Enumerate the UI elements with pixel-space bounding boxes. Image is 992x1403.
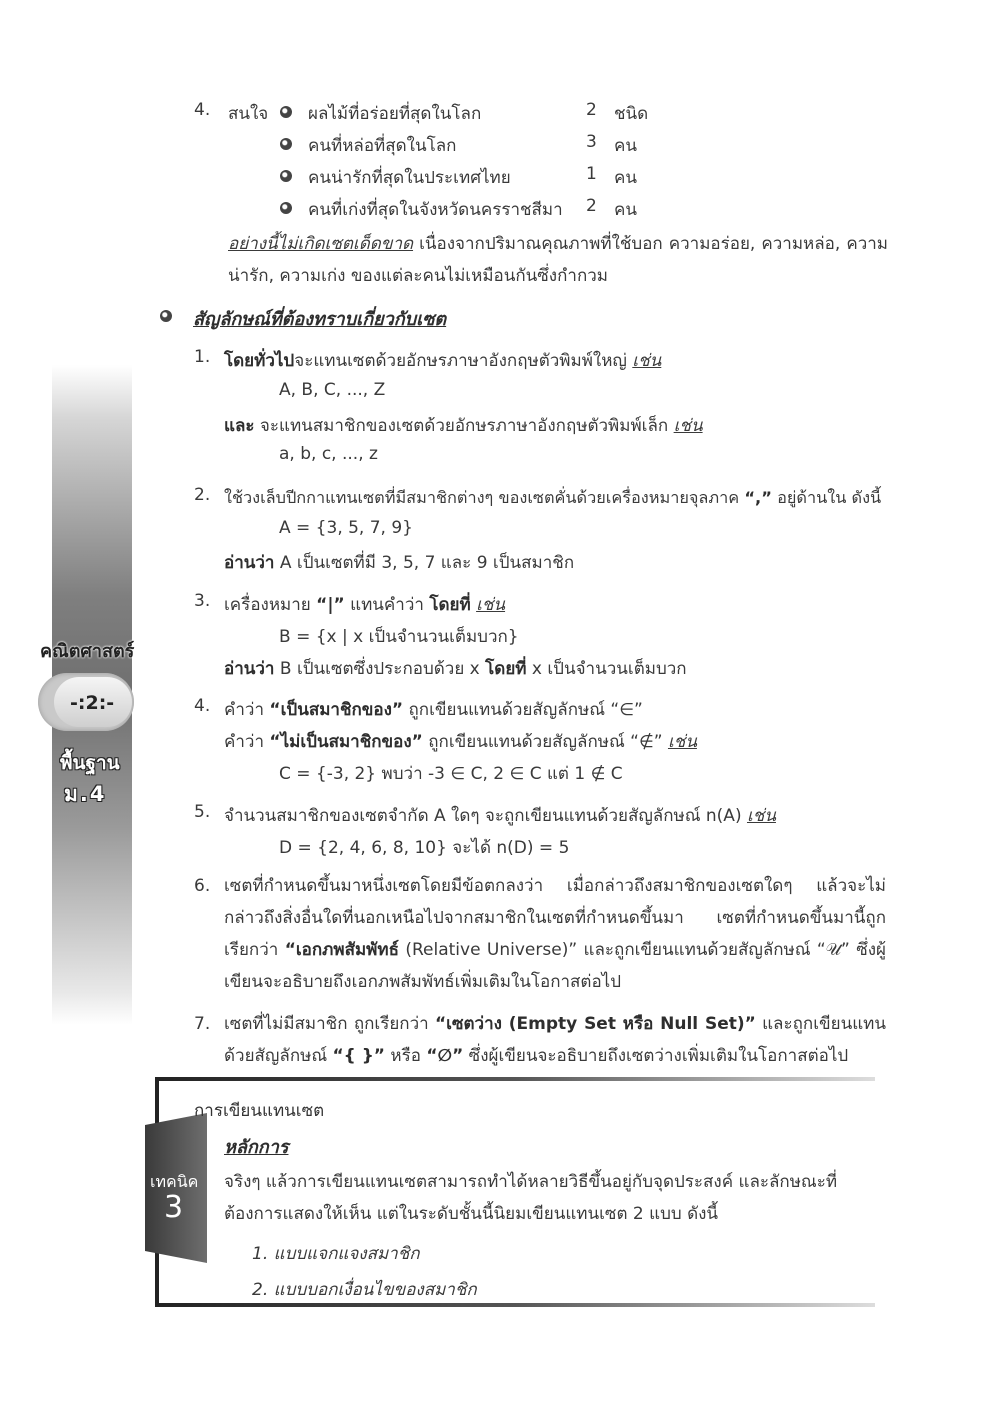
section-heading: สัญลักษณ์ที่ต้องทราบเกี่ยวกับเซต [193,309,447,330]
item-bold: โดยทั่วไป [224,351,295,371]
item-bold: “เซตว่าง (Empty Set หรือ Null Set)” [435,1014,756,1034]
item-body: (Relative Universe)” [398,940,578,960]
example-marker: เช่น [632,351,662,371]
item-body: A เป็นเซตที่มี 3, 5, 7 และ 9 เป็นสมาชิก [274,553,575,573]
interest-row-unit: คน [614,200,637,220]
item-body: จะแทนสมาชิกของเซตด้วยอักษรภาษาอังกฤษตัวพิมพ์เล็ก [254,416,674,436]
item-body: แทนคำว่า [344,595,430,615]
technique-tab-number: 3 [164,1190,184,1225]
item-text [224,802,776,829]
item-lead: สนใจ [228,104,269,124]
technique-subheading: หลักการ [224,1137,289,1158]
item-body: ซึ่งผู้เขียนจะอธิบายถึงเซตว่างเพิ่มเติมในโอกาสต่อไป [463,1046,849,1066]
box-border-bottom [155,1303,875,1307]
example-marker: เช่น [476,595,506,615]
item-body: เซตที่กำหนดขึ้นมาหนึ่งเซตโดยมีข้อตกลงว่า เมื่อกล่าวถึงสมาชิกของเซตใดๆ แล้วจะไม่กล่าวถึงสิ่งอื่นใดที่นอกเหนือไปจากสมาชิกในเซตที่กำหนดขึ้นมา เซตที่กำหนดขึ้นมานี้ถูกเรียกว่า [224,876,886,960]
example-marker: เช่น [673,416,703,436]
item-bold: โดยที่ [485,659,527,679]
item-text [224,655,687,682]
interest-row-qty: 2 [586,196,597,216]
interest-row-unit: คน [614,168,637,188]
interest-row-unit: คน [614,136,637,156]
item-body: คำว่า [224,700,270,720]
technique-method: 2. แบบบอกเงื่อนไขของสมาชิก [252,1280,477,1300]
item-body: หรือ [384,1046,427,1066]
interest-row-text: คนที่หล่อที่สุดในโลก [308,136,457,156]
example-value: D = {2, 4, 6, 8, 10} จะได้ n(D) = 5 [279,838,570,858]
item-number: 4. [194,696,211,716]
interest-note-text: เนื่องจากปริมาณคุณภาพที่ใช้บอก ความอร่อย, ความหล่อ, ความน่ารัก, ความเก่ง ของแต่ละคนไม่เหมือนกันซึ่งกำกวม [228,234,888,286]
item-text [224,696,643,723]
item-text [224,412,703,439]
page-number: -:2:- [70,692,115,714]
item-bold: “เป็นสมาชิกของ” [269,700,404,720]
sidebar-subject: คณิตศาสตร์ [40,641,135,662]
item-body: และถูกเขียนแทนด้วยสัญลักษณ์ [224,1014,886,1066]
item-bold: “∅” [426,1046,464,1066]
item-body: และถูกเขียนแทนด้วยสัญลักษณ์ “𝒰” ซึ่งผู้เขียนจะอธิบายถึงเอกภพสัมพัทธ์เพิ่มเติมในโอกาสต่อไป [224,940,886,992]
item-text [224,347,661,374]
interest-note-emphasis: อย่างนี้ไม่เกิดเซตเด็ดขาด [228,234,414,254]
bullet-icon [280,138,292,150]
bullet-icon [280,106,292,118]
item-body: คำว่า [224,732,270,752]
item-body: เซตที่ไม่มีสมาชิก ถูกเรียกว่า [224,1014,435,1034]
item-number: 7. [194,1014,211,1034]
item-bold: อ่านว่า [224,553,275,573]
item-text [224,591,505,618]
interest-note [228,228,888,292]
example-value: A, B, C, ..., Z [279,380,386,400]
interest-row-text: ผลไม้ที่อร่อยที่สุดในโลก [308,104,482,124]
item-text [224,485,881,511]
item-number: 6. [194,876,211,896]
example-value: a, b, c, ..., z [279,444,378,464]
item-bold: อ่านว่า [224,659,275,679]
interest-row-unit: ชนิด [614,104,649,124]
item-number: 5. [194,802,211,822]
item-text [224,728,697,755]
item-number: 4. [194,100,211,120]
item-number: 2. [194,485,211,505]
item-body: จำนวนสมาชิกของเซตจำกัด A ใดๆ จะถูกเขียนแทนด้วยสัญลักษณ์ n(A) [224,806,747,826]
item-bold: “{ }” [332,1046,385,1066]
item-body: จะแทนเซตด้วยอักษรภาษาอังกฤษตัวพิมพ์ใหญ่ [294,351,633,371]
interest-row-text: คนที่เก่งที่สุดในจังหวัดนครราชสีมา [308,200,563,220]
item-bold: “|” [316,595,345,615]
item-bold: โดยที่ [429,595,471,615]
item-number: 1. [194,347,211,367]
item-body: อยู่ด้านใน ดังนี้ [771,488,882,507]
item-text [224,870,886,998]
item-bold: “ไม่เป็นสมาชิกของ” [269,732,423,752]
interest-row-text: คนน่ารักที่สุดในประเทศไทย [308,168,511,188]
example-value: A = {3, 5, 7, 9} [279,518,413,538]
technique-title: การเขียนแทนเซต [194,1101,325,1121]
item-text [224,549,574,576]
item-body: ถูกเขียนแทนด้วยสัญลักษณ์ “∈” [403,700,643,720]
example-value: C = {-3, 2} พบว่า -3 ∈ C, 2 ∈ C แต่ 1 ∉ C [279,764,623,784]
bullet-icon [280,170,292,182]
item-body: ถูกเขียนแทนด้วยสัญลักษณ์ “∉” [422,732,668,752]
item-bold: “เอกภพสัมพัทธ์ [284,940,399,960]
interest-row-qty: 3 [586,132,597,152]
item-text [224,1008,886,1072]
technique-method: 1. แบบแจกแจงสมาชิก [252,1244,420,1264]
item-bold: “,” [744,488,772,507]
example-marker: เช่น [746,806,776,826]
item-body: ใช้วงเล็บปีกกาแทนเซตที่มีสมาชิกต่างๆ ของเซตคั่นด้วยเครื่องหมายจุลภาค [224,488,745,507]
technique-tab-label: เทคนิค [150,1172,199,1191]
bullet-icon [280,202,292,214]
item-number: 3. [194,591,211,611]
example-value: B = {x | x เป็นจำนวนเต็มบวก} [279,627,519,647]
technique-body: จริงๆ แล้วการเขียนแทนเซตสามารถทำได้หลายวิธีขึ้นอยู่กับจุดประสงค์ และลักษณะที่ต้องการแสดงให้เห็น แต่ในระดับชั้นนี้นิยมเขียนแทนเซต 2 แบบ ดังนี้ [224,1172,838,1224]
box-border-top [155,1077,875,1081]
item-bold: และ [224,416,255,436]
item-body: x เป็นจำนวนเต็มบวก [526,659,687,679]
item-body: B เป็นเซตซึ่งประกอบด้วย x [274,659,486,679]
interest-row-qty: 2 [586,100,597,120]
example-marker: เช่น [667,732,697,752]
smiley-bullet-icon [160,310,172,322]
item-body: เครื่องหมาย [224,595,317,615]
sidebar-level-line1: พื้นฐาน [60,752,120,774]
sidebar-level-line2: ม.4 [64,782,107,806]
interest-row-qty: 1 [586,164,597,184]
